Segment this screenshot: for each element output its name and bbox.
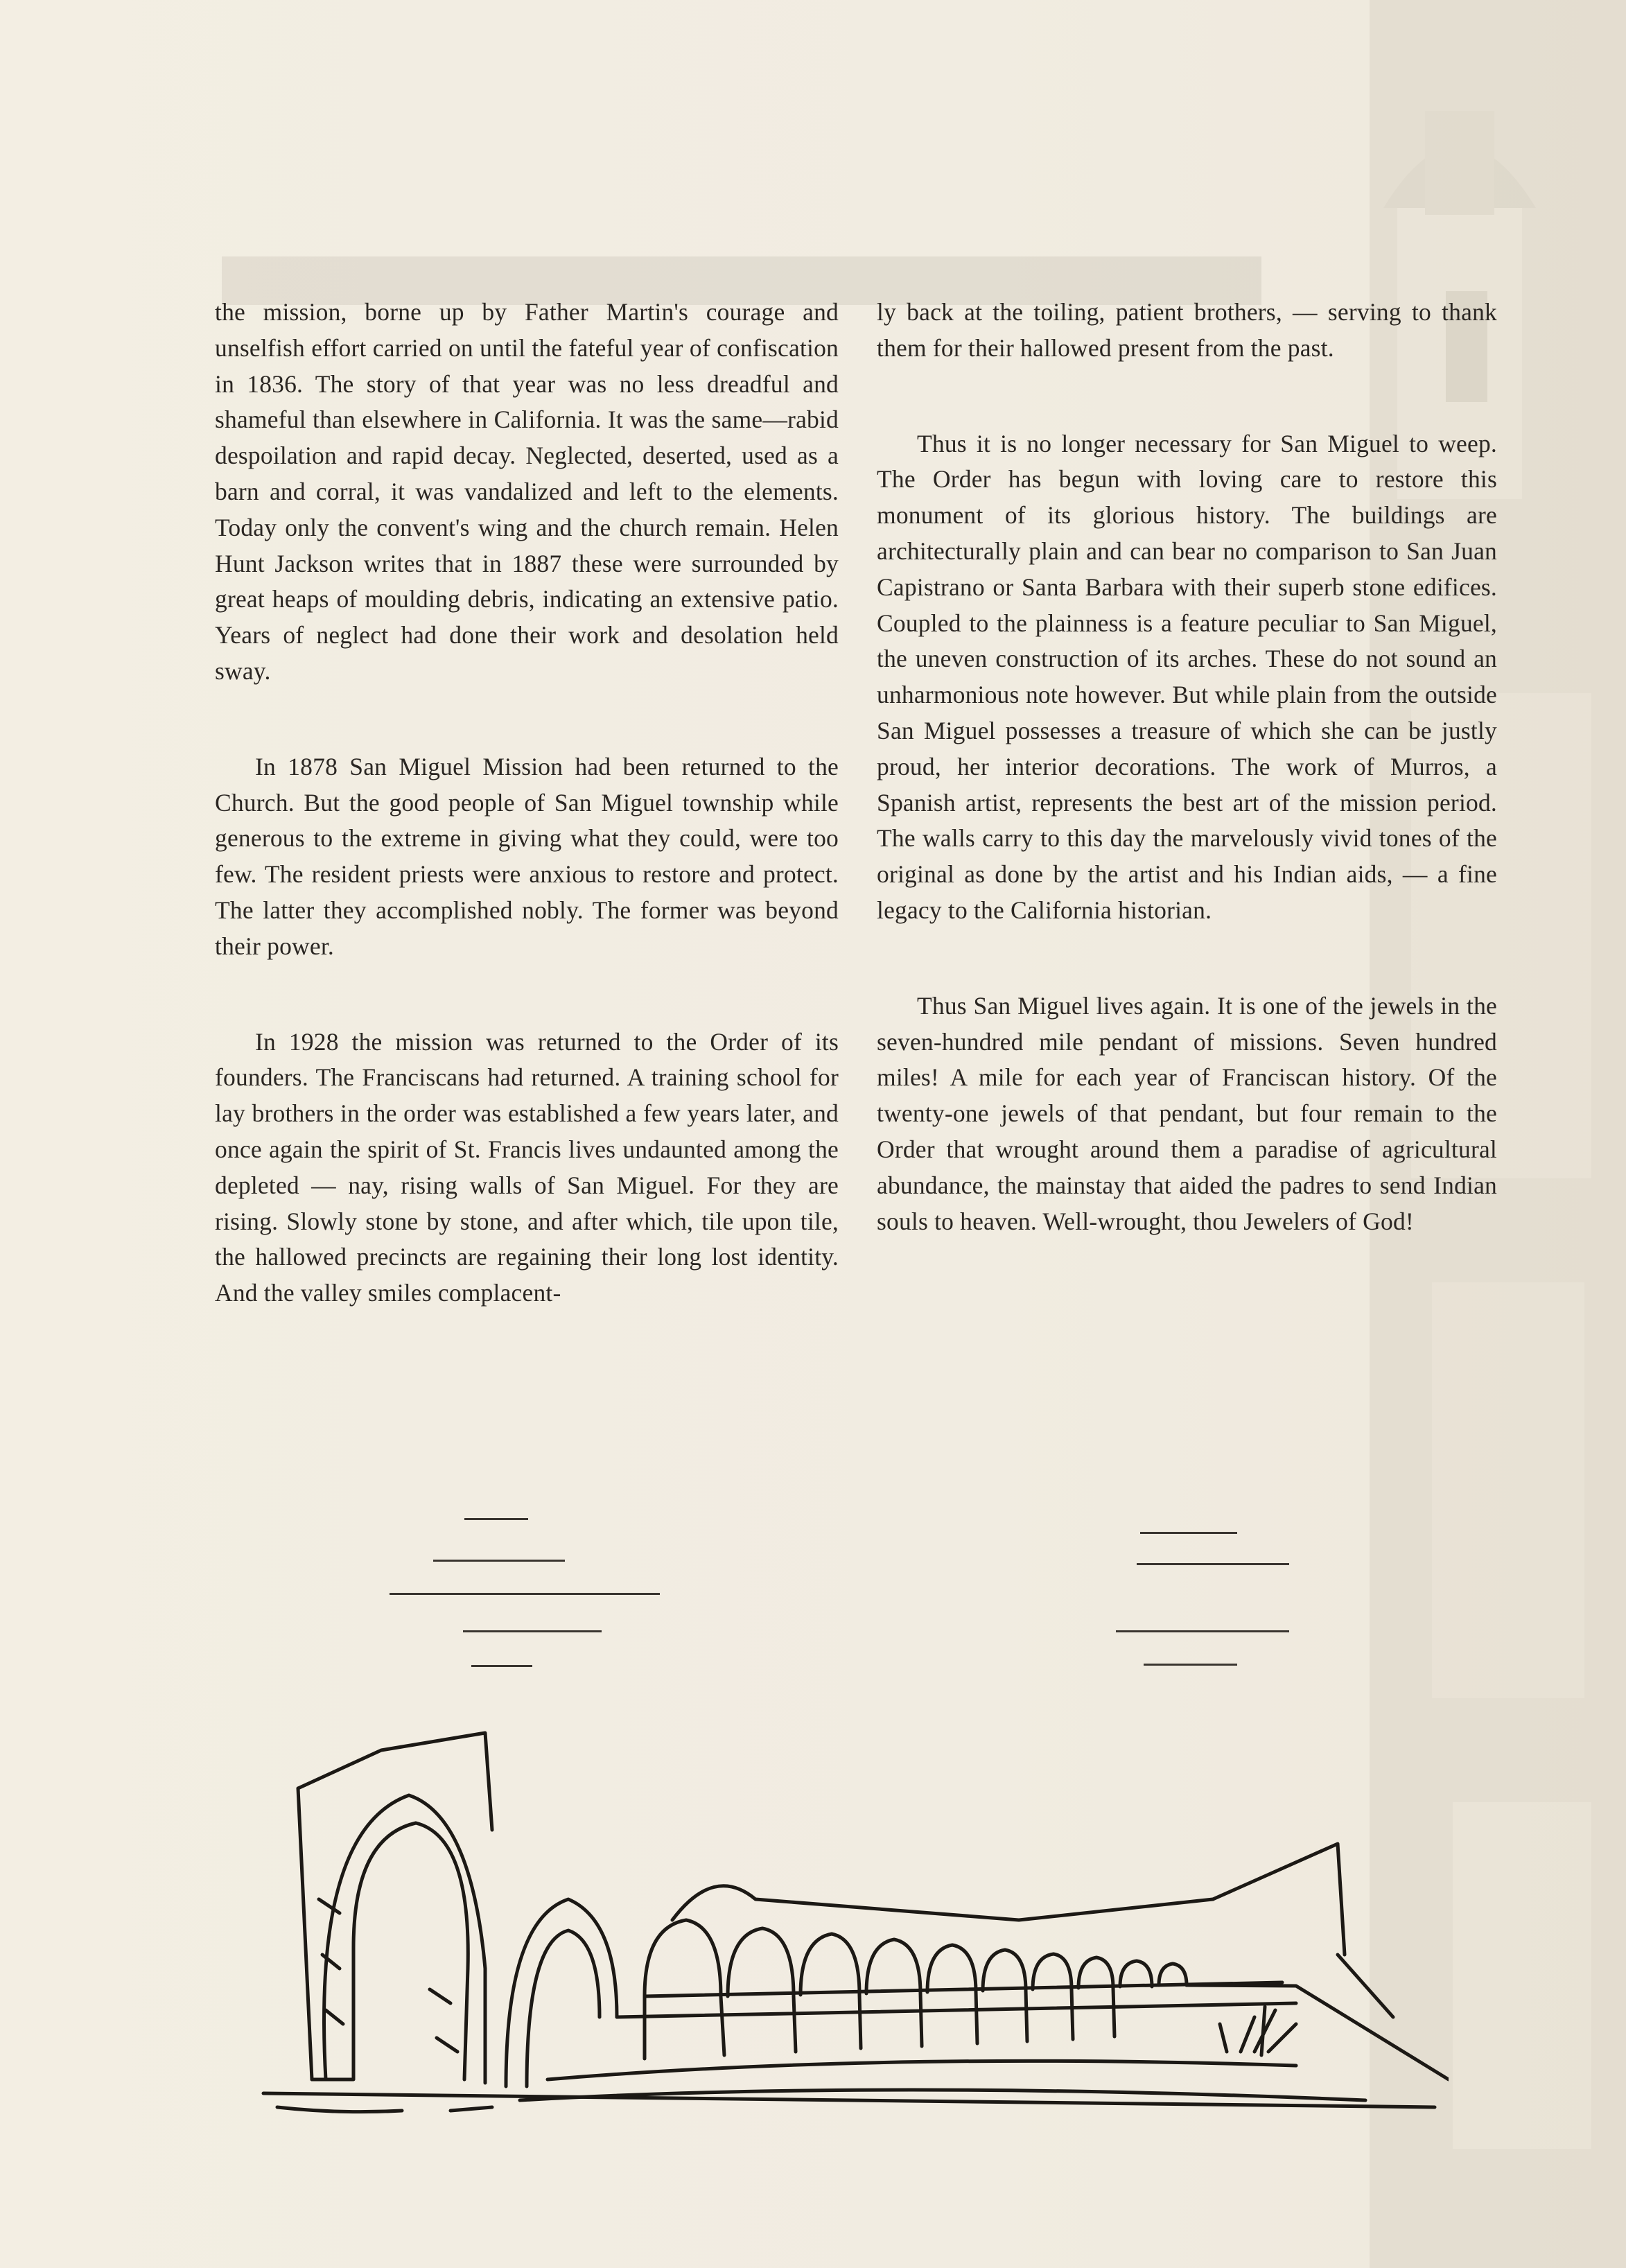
paragraph: In 1878 San Miguel Mission had been returned to the Church. But the good people of San Miguel township while generous to the extreme in giving what they could, were too few. The resident priests were anxious to restore and protect. The latter they accomplished nobly. The former was beyond their power.	[215, 752, 839, 960]
divider	[433, 1560, 565, 1562]
paragraph: Thus it is no longer necessary for San Miguel to weep. The Order has begun with loving care to restore this monument of its glorious history. The buildings are architecturally plain and can bear no comparison to San Juan Capistrano or Santa Barbara with their superb stone edifices. Coupled to the plainness is a feature peculiar to San Miguel, the uneven construction of its arches. These do not sound an unharmonious note however. But while plain from the outside San Miguel possesses a treasure of which she can be justly proud, her interior decorations. The work of Murros, a Spanish artist, represents the best art of the mission period. The walls carry to this day the marvelously vivid tones of the original as done by the artist and his Indian aids, — a fine legacy to the California historian.	[877, 429, 1497, 924]
divider	[1144, 1664, 1237, 1666]
divider	[463, 1630, 602, 1632]
paragraph: the mission, borne up by Father Martin's courage and unselfish effort carried on until the fateful year of confiscation in 1836. The story of that year was no less dreadful and shameful than elsewhere in California. It was the same—rabid despoilation and rapid decay. Neglected, deserted, used as a barn and corral, it was vandalized and left to the elements. Today only the convent's wing and the church remain. Helen Hunt Jackson writes that in 1887 these were surrounded by great heaps of moulding debris, indicating an extensive patio. Years of neglect had done their work and desolation held sway.	[215, 298, 839, 685]
divider	[471, 1665, 532, 1667]
divider	[464, 1518, 528, 1520]
paragraph: Thus San Miguel lives again. It is one of the jewels in the seven-hundred mile pendant of missions. Seven hundred miles! A mile for each year of Franciscan history. Of the twenty-one jewels of that pendant, but four remain to the Order that wrought around them a paradise of agricultural abundance, the mainstay that aided the padres to send Indian souls to heaven. Well-wrought, thou Jewelers of God!	[877, 991, 1497, 1235]
paragraph: In 1928 the mission was returned to the Order of its founders. The Franciscans had returned. A training school for lay brothers in the order was established a few years later, and once again the spirit of St. Francis lives undaunted among the depleted — nay, rising walls of San Miguel. For they are rising. Slowly stone by stone, and after which, tile upon tile, the hallowed precincts are regaining their long lost identity. And the valley smiles complacent-	[215, 1027, 839, 1307]
divider	[1140, 1532, 1237, 1534]
divider	[390, 1593, 660, 1595]
divider	[1116, 1630, 1289, 1632]
mission-arches-sketch-icon	[256, 1691, 1449, 2121]
left-column	[215, 295, 839, 1311]
paragraph: ly back at the toiling, patient brothers, — serving to thank them for their hallowed present from the past.	[877, 298, 1497, 362]
divider	[1137, 1563, 1289, 1565]
right-column	[877, 295, 1497, 1239]
